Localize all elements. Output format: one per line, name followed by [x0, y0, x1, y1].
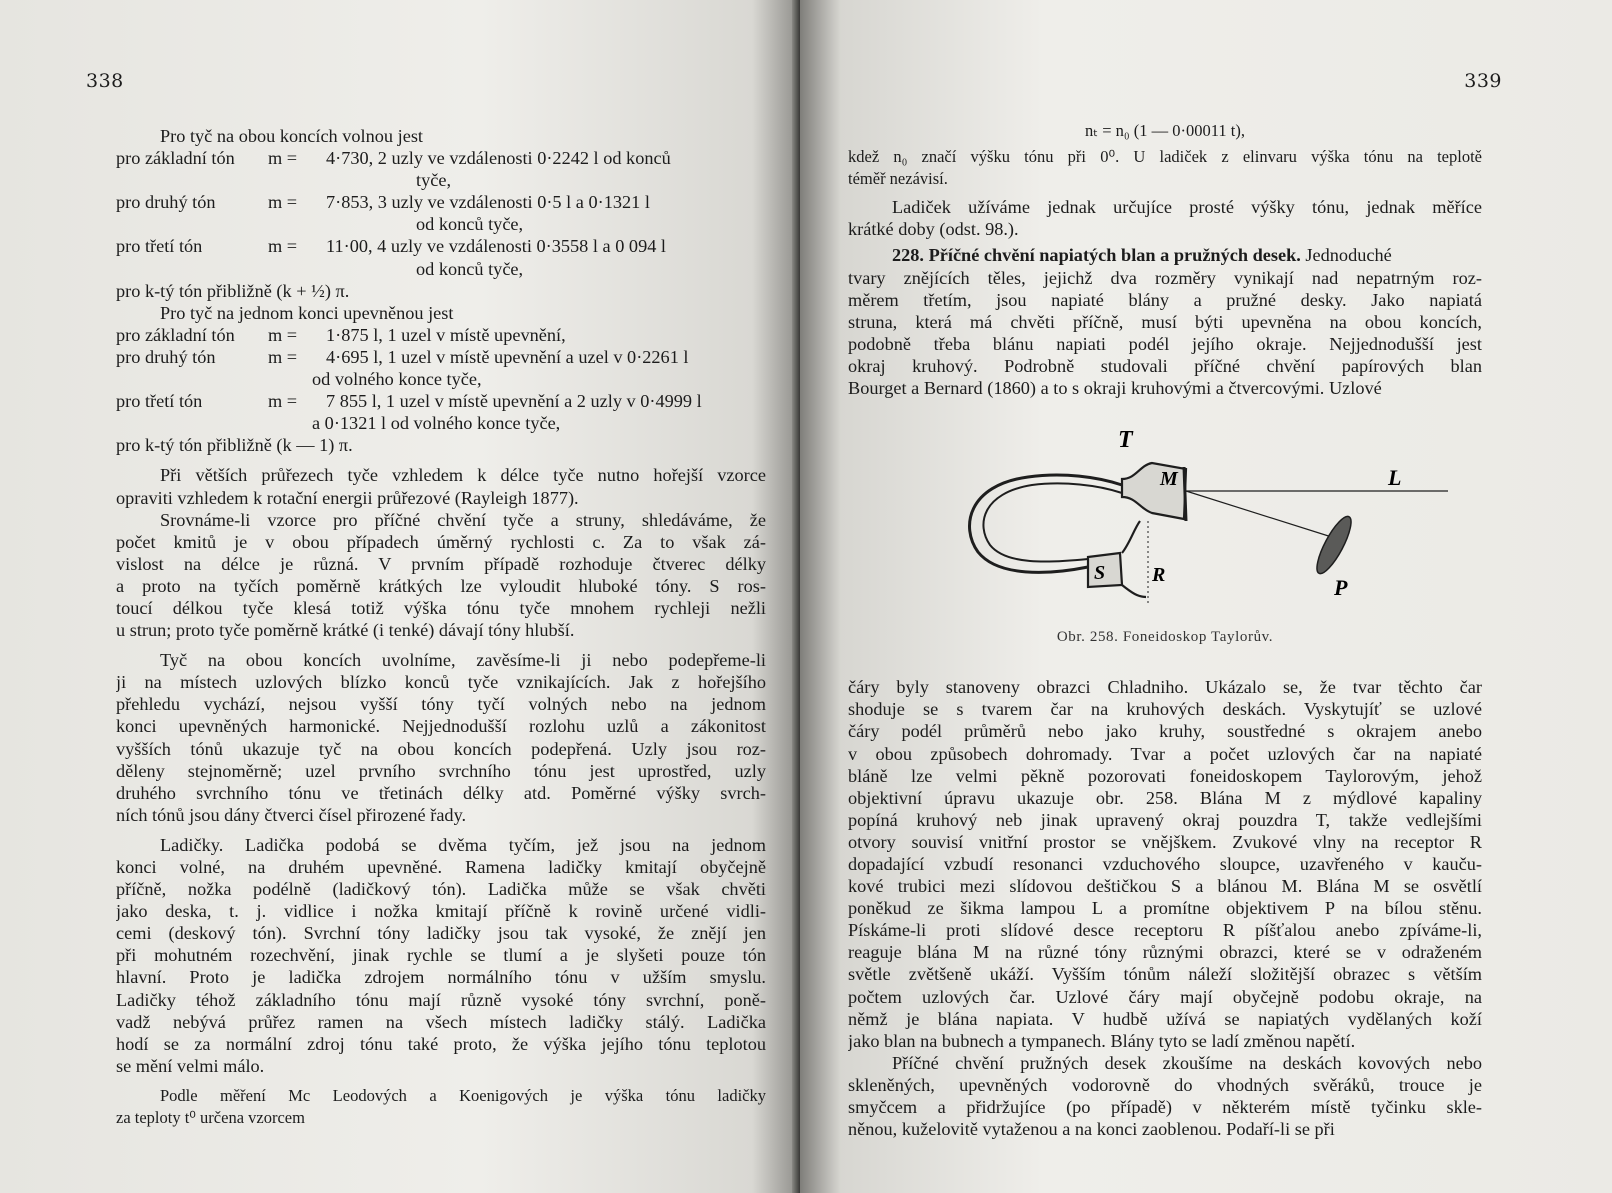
section-number: 228.	[892, 245, 924, 266]
free-bar-cell-c: 4·730, 2 uzly ve vzdálenosti 0·2242 l od konců	[326, 148, 671, 169]
text-line: čáry byly stanoveny obrazci Chladniho. Ukázalo se, že tvar těchto čar	[848, 677, 1482, 698]
kth-free: pro k-tý tón přibližně (k + ½) π.	[116, 280, 350, 301]
kth-fixed: pro k-tý tón přibližně (k — 1) π.	[116, 435, 353, 456]
free-bar-row	[116, 235, 766, 257]
text-line: dopadající vzbudí resonanci vzduchového sloupce, uzavřeného v kauču-	[848, 853, 1482, 874]
page-number-left: 338	[86, 70, 124, 92]
fixed-bar-cell-c: 1·875 l, 1 uzel v místě upevnění,	[326, 324, 566, 345]
intro-free-bar: Pro tyč na obou koncích volnou jest	[160, 126, 424, 146]
text-line: u strun; proto tyče poměrně krátké (i tenké) dávají tóny hlubší.	[116, 620, 575, 641]
right-paragraph-2	[848, 196, 1482, 240]
text-line: Ladiček užíváme jednak určujíce prosté výšky tónu, jednak měříce	[892, 197, 1482, 218]
figure-caption: Obr. 258. Foneidoskop Taylorův.	[1056, 629, 1274, 646]
text-line: vadž nebývá průřez ramen na všech místech ladičky stálý. Ladička	[116, 1011, 766, 1032]
free-bar-cell-b: m =	[268, 148, 298, 169]
free-bar-cell-c: 7·853, 3 uzly ve vzdálenosti 0·5 l a 0·1321 l	[326, 192, 650, 213]
text-line: toucí délkou tyče klesá totiž výška tónu tyče mnohem rychleji nežli	[116, 597, 766, 618]
free-bar-cell-a: pro třetí tón	[116, 236, 203, 257]
text-line: kdež n₀ značí výšku tónu při 0⁰. U ladiček z elinvaru výška tónu na teplotě	[848, 147, 1482, 167]
left-paragraph-1	[116, 464, 766, 508]
free-bar-row	[116, 147, 766, 169]
text-line: skleněných, upevněných vodorovně do vhodných svěráků, trouce je	[848, 1074, 1482, 1095]
text-line: v obou způsobech dohromady. Tvar a počet uzlových čar na napiaté	[848, 743, 1482, 764]
fixed-bar-cell-b: m =	[268, 324, 298, 345]
section-title: Příčné chvění napiatých blan a pružných desek.	[928, 245, 1301, 266]
free-bar-cell-b: m =	[268, 192, 298, 213]
text-line: Ladičky. Ladička podobá se dvěma tyčím, jež jsou na jednom	[160, 834, 766, 855]
text-line: téměř nezávisí.	[848, 169, 948, 189]
text-line: otvory souvisí vnitřní prostor se vnějškem. Zvukové vlny na receptor R	[848, 831, 1482, 852]
text-line: Tyč na obou koncích uvolníme, zavěsíme-li ji nebo podepřeme-li	[160, 650, 766, 671]
text-line: měrem třetím, jsou napiaté blány a pružné desky. Jako napiatá	[848, 289, 1482, 310]
text-line: Při větších průřezech tyče vzhledem k délce tyče nutno hořejší vzorce	[160, 465, 766, 486]
text-line: něnou, kuželovitě vytaženou a na konci zaoblenou. Podaří-li se při	[848, 1119, 1335, 1140]
ray-to-lens-p	[1186, 491, 1338, 539]
text-line: Příčné chvění pružných desek zkoušíme na deskách kovových nebo	[892, 1052, 1482, 1073]
text-line: shoduje se s tvarem čar na kruhových deskách. Vyskytujíť se uzlové	[848, 699, 1482, 720]
left-paragraph-5	[116, 1085, 766, 1129]
label-p: P	[1334, 575, 1348, 601]
ladicka-formula: nₜ = n₀ (1 — 0·00011 t),	[1084, 121, 1245, 140]
left-text-column	[116, 125, 766, 1129]
text-line: počet kmitů je v obou případech úměrný rychlosti c. Za to však zá-	[116, 531, 766, 552]
text-line: němž je blána napiata. V hudbě užívá se napiatých vydělaných koží	[848, 1008, 1482, 1029]
receptor-horn	[1122, 521, 1146, 597]
page-number-right: 339	[1464, 70, 1502, 92]
text-line: děleny stejnoměrně; uzel prvního svrchního tónu jest uprostřed, uzly	[116, 760, 766, 781]
text-line: při mohutném rozechvění, jinak rychle se tlumí a je slyšeti pouze tón	[116, 945, 766, 966]
left-paragraph-3	[116, 649, 766, 826]
fixed-bar-cell-b: m =	[268, 391, 298, 412]
text-line: hodí se za normální zdroj tónu také proto, že výška jejího tónu teplotou	[116, 1033, 766, 1054]
objective-lens-p	[1311, 513, 1357, 578]
text-line: cemi (deskový tón). Svrchní tóny ladičky jsou tak vysoké, že znějí jen	[116, 923, 766, 944]
right-paragraph-5	[848, 1052, 1482, 1140]
fixed-bar-cell-c: 7 855 l, 1 uzel v místě upevnění a 2 uzly v 0·4999 l	[326, 391, 702, 412]
fixed-bar-cell-c: 4·695 l, 1 uzel v místě upevnění a uzel v 0·2261 l	[326, 346, 689, 367]
fixed-bar-cell-a: pro třetí tón	[116, 391, 203, 412]
text-line: smyčcem a přidržujíce (po případě) v některém místě tyčinku skle-	[848, 1097, 1482, 1117]
label-t: T	[1118, 427, 1133, 454]
text-line: a proto na tyčích poměrně krátkých lze vyloudit hluboké tóny. S ros-	[116, 575, 766, 596]
right-paragraph-3	[848, 267, 1482, 400]
intro-fixed-bar: Pro tyč na jednom konci upevněnou jest	[160, 302, 454, 323]
fixed-bar-table	[116, 324, 766, 434]
free-bar-cell-a: pro druhý tón	[116, 192, 216, 213]
section-first-line-rest: Jednoduché	[1300, 245, 1392, 266]
free-bar-table	[116, 147, 766, 280]
figure-258	[848, 417, 1482, 622]
text-line: druhého svrchního tónu ve třetinách délky atd. Poměrné výšky svrch-	[116, 782, 766, 803]
text-line: Bourget a Bernard (1860) a to s okraji kruhovými a čtvercovými. Uzlové	[848, 378, 1382, 399]
right-paragraph-1	[848, 146, 1482, 190]
text-line: okraj kruhový. Podrobně studovali příčné chvění papírových blan	[848, 355, 1482, 376]
text-line: ních tónů jsou dány čtverci čísel přirozené řady.	[116, 804, 467, 825]
text-line: kové trubici mezi slídovou deštičkou S a blánou M. Blána M se osvětlí	[848, 876, 1482, 897]
text-line: hlavní. Proto je ladička zdrojem normálního tónu v užším smyslu.	[116, 967, 766, 988]
text-line: krátké doby (odst. 98.).	[848, 219, 1019, 240]
text-line: podobně třeba blánu napiati podél jejího okraje. Nejjednodušší jest	[848, 333, 1482, 354]
membrane-m	[1184, 467, 1186, 521]
text-line: světle zvětšeně ukáží. Vyšším tónům náleží složitější obrazec s větším	[848, 964, 1482, 985]
free-bar-row	[116, 191, 766, 213]
free-bar-continuation: tyče,	[416, 170, 452, 191]
text-line: příčně, nožka podélně (ladičkový tón). Ladička může se však chvěti	[116, 879, 766, 900]
fixed-bar-continuation: od volného konce tyče,	[312, 369, 482, 390]
left-paragraph-2	[116, 509, 766, 642]
rubber-tube-inner	[983, 484, 1122, 562]
right-paragraph-4	[848, 676, 1482, 1052]
text-line: jako deska, t. j. vidlice i nožka kmitají příčně k rovině určené vidli-	[116, 901, 766, 922]
text-line: objektivní úpravu ukazuje obr. 258. Blána M z mýdlové kapaliny	[848, 787, 1482, 808]
text-line: přehledu vychází, nejsou vyšší tóny tyčí volných nebo na jednom	[116, 694, 766, 715]
text-line: ji na místech uzlových blízko konců tyče vznikajících. Jak z hořejšího	[116, 672, 766, 693]
text-line: konci volné, na druhém upevněné. Ramena ladičky kmitají obyčejně	[116, 857, 766, 877]
text-line: jako blan na bubnech a tympanech. Blány tyto se ladí změnou napětí.	[848, 1030, 1356, 1051]
text-line: bláně lze velmi pěkně pozorovati foneidoskopem Taylorovým, jehož	[848, 765, 1482, 786]
free-bar-cell-b: m =	[268, 236, 298, 257]
text-line: se mění velmi málo.	[116, 1055, 265, 1076]
text-line: Srovnáme-li vzorce pro příčné chvění tyče a struny, shledáváme, že	[160, 509, 766, 530]
free-bar-cell-a: pro základní tón	[116, 148, 235, 169]
fixed-bar-cell-a: pro základní tón	[116, 324, 235, 345]
label-r: R	[1152, 564, 1166, 587]
right-page	[800, 0, 1612, 1193]
text-line: Podle měření Mc Leodových a Koenigových je výška tónu ladičky	[160, 1085, 766, 1105]
left-paragraph-4	[116, 834, 766, 1077]
fixed-bar-continuation: a 0·1321 l od volného konce tyče,	[312, 413, 561, 434]
text-line: opraviti vzhledem k rotační energii průřezové (Rayleigh 1877).	[116, 487, 579, 508]
label-l: L	[1388, 465, 1402, 491]
text-line: počtem uzlových čar. Uzlové čáry mají obyčejně podobu okraje, na	[848, 986, 1482, 1007]
section-heading-line	[848, 244, 1482, 266]
fixed-bar-cell-a: pro druhý tón	[116, 346, 216, 367]
free-bar-continuation: od konců tyče,	[416, 214, 524, 235]
text-line: reaguje blána M na různé tóny různými obrazci, které se v odraženém	[848, 942, 1482, 963]
right-text-column	[848, 120, 1482, 1140]
text-line: poněkud ze šikma lampou L a promítne objektivem P na bílou stěnu.	[848, 898, 1482, 919]
phoneidoscope-diagram	[848, 417, 1482, 622]
text-line: vislost na délce je různá. V prvním případě rozhoduje čtverec délky	[116, 553, 766, 574]
text-line: za teploty t⁰ určena vzorcem	[116, 1108, 305, 1128]
fixed-bar-cell-b: m =	[268, 346, 298, 367]
text-line: struna, která má chvěti příčně, musí býti upevněna na obou koncích,	[848, 311, 1482, 332]
label-s: S	[1094, 562, 1106, 585]
fixed-bar-row	[116, 346, 766, 368]
fixed-bar-row	[116, 324, 766, 346]
text-line: vyšších tónů ukazuje tyč na obou koncích podepřená. Uzly jsou roz-	[116, 738, 766, 759]
text-line: Ladičky téhož základního tónu mají různě vysoké tóny svrchní, poně-	[116, 989, 766, 1010]
text-line: Pískáme-li proti slídové desce receptoru R píšťalou anebo zpíváme-li,	[848, 920, 1482, 941]
text-line: konci upevněných harmonické. Nejjednodušší rozlohu uzlů a zákonitost	[116, 716, 766, 737]
free-bar-cell-c: 11·00, 4 uzly ve vzdálenosti 0·3558 l a 0 094 l	[326, 236, 666, 257]
text-line: tvary znějících těles, jejichž dva rozměry vynikají nad nepatrným roz-	[848, 267, 1482, 288]
fixed-bar-row	[116, 390, 766, 412]
left-page	[0, 0, 800, 1193]
text-line: popíná kruhový neb jinak upravený okraj pouzdra T, takže vedlejšími	[848, 809, 1482, 830]
free-bar-continuation: od konců tyče,	[416, 258, 524, 279]
label-m: M	[1160, 468, 1178, 491]
text-line: čáry podél průměrů nebo jako kruhy, soustředné s okrajem anebo	[848, 721, 1482, 742]
